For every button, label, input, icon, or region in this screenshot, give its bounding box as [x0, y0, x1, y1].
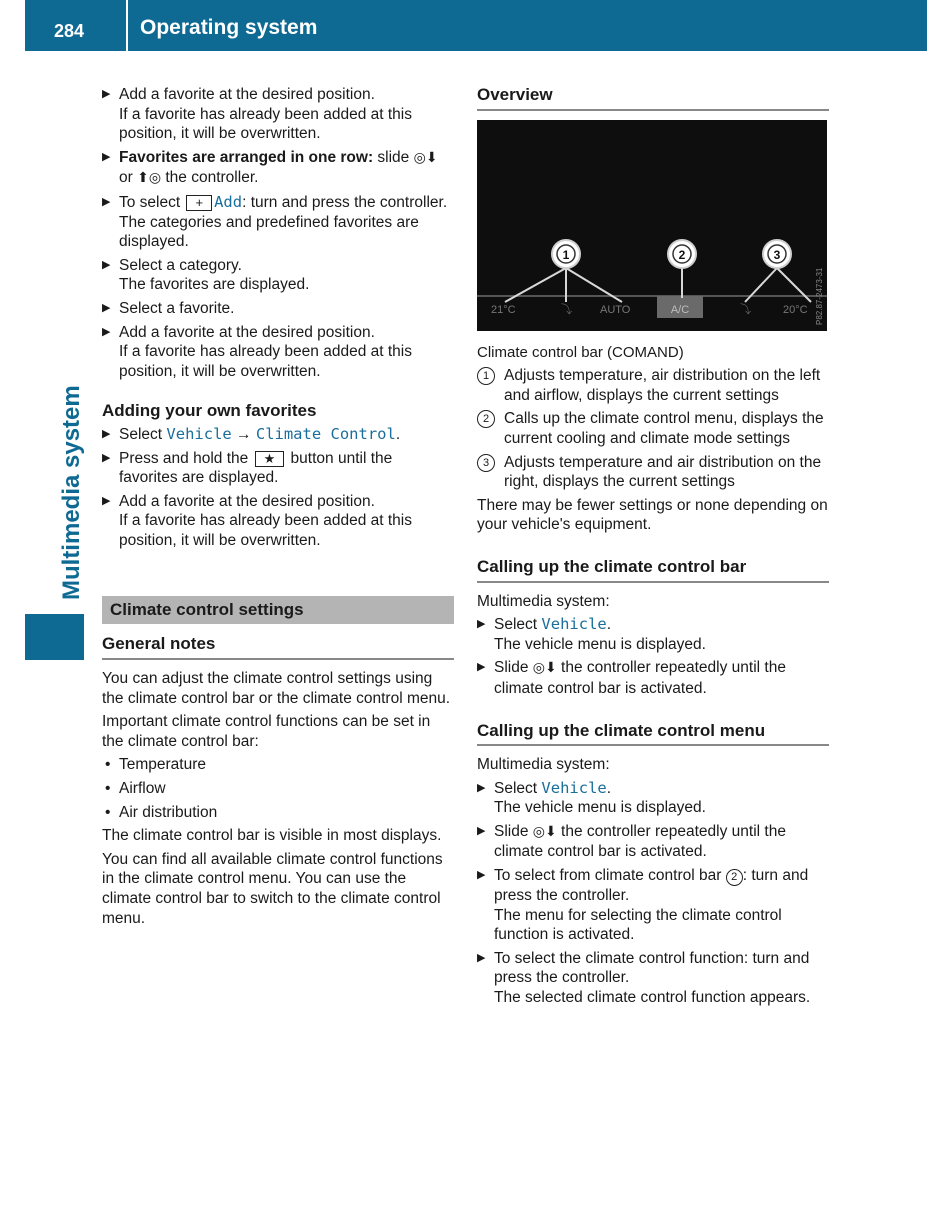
step-result: The favorites are displayed.: [119, 276, 310, 294]
step-text: the controller.: [165, 169, 259, 187]
step-bold-text: Favorites are arranged in one row:: [119, 148, 374, 166]
step: [102, 323, 454, 382]
section-heading: General notes: [102, 634, 454, 660]
step-result: If a favorite has already been added at this position, it will be overwritten.: [119, 512, 412, 549]
add-menu-item: Add: [214, 192, 243, 211]
step-text: Select: [494, 779, 538, 797]
step: [102, 449, 454, 488]
step-text: Slide: [494, 822, 529, 840]
page-header: [25, 0, 927, 51]
paragraph: The climate control bar is visible in most displays.: [102, 827, 442, 845]
section-heading: Overview: [477, 85, 829, 111]
step-result: If a favorite has already been added at this position, it will be overwritten.: [119, 343, 412, 380]
legend-text: Adjusts temperature, air distribution on the left and airflow, displays the current settings: [504, 367, 821, 404]
vehicle-menu-item: Vehicle: [541, 615, 607, 634]
step-text: Press and hold the: [119, 449, 249, 467]
step-text: the controller repeatedly until the climate control bar is activated.: [494, 822, 786, 861]
step-text: : turn and press the controller.: [494, 867, 809, 905]
ac-label: A/C: [670, 303, 690, 316]
star-icon: ★: [255, 451, 285, 467]
step: [477, 866, 829, 945]
number-badge: 1: [477, 367, 495, 385]
list-item: • Air distribution: [102, 803, 454, 823]
controller-slide-down-icon: ◎⬇: [532, 823, 557, 840]
marker-2: 2: [678, 247, 686, 262]
image-caption: Climate control bar (COMAND): [477, 343, 684, 361]
page-number: 284: [54, 21, 85, 41]
step-result: The menu for selecting the climate control function is activated.: [494, 906, 782, 944]
step-text: Select a favorite.: [119, 299, 235, 317]
number-badge: 3: [477, 454, 495, 472]
step-text: Select a category.: [119, 256, 242, 274]
step-text: slide: [377, 148, 410, 166]
legend-text: Calls up the climate control menu, displays the current cooling and climate mode settings: [504, 410, 824, 447]
header-divider: [126, 0, 128, 51]
step: [102, 299, 454, 319]
step: [102, 148, 454, 189]
step-text: To select from climate control bar: [494, 867, 722, 885]
step-text: .: [606, 779, 612, 797]
step: [102, 425, 454, 445]
paragraph: You can adjust the climate control settings using the climate control bar or the climate control menu.: [102, 670, 451, 707]
step-result: The categories and predefined favorites are displayed.: [119, 213, 419, 251]
image-code: P82.87-2473-31: [815, 267, 824, 325]
step: [102, 85, 454, 144]
legend-item: [477, 409, 829, 448]
auto-label: AUTO: [600, 303, 631, 316]
climate-bar-photo: [477, 120, 827, 331]
paragraph: Important climate control functions can be set in the climate control bar:: [102, 713, 431, 750]
left-column: [102, 85, 454, 928]
list-item: • Temperature: [102, 755, 454, 775]
step: [477, 949, 829, 1008]
side-tab-label: Multimedia system: [58, 385, 85, 600]
legend-item: [477, 453, 829, 492]
legend-text: Adjusts temperature and air distribution on the right, displays the current settings: [504, 453, 822, 491]
vehicle-menu-item: Vehicle: [166, 424, 232, 443]
marker-1: 1: [562, 247, 570, 262]
paragraph: Multimedia system:: [477, 592, 610, 610]
step-text: Slide: [494, 659, 529, 677]
chapter-title: Operating system: [140, 16, 318, 39]
step-result: The vehicle menu is displayed.: [494, 799, 706, 817]
step: [477, 658, 829, 698]
boxed-section-heading: Climate control settings: [102, 596, 454, 624]
controller-slide-down-icon: ◎⬇: [413, 149, 438, 166]
step-text: : turn and press the controller.: [242, 193, 448, 211]
number-badge: 2: [477, 410, 495, 428]
step: [477, 615, 829, 654]
step-text: or: [119, 169, 133, 187]
paragraph: You can find all available climate control functions in the climate control menu. You can use the climate control bar to switch to the climate control menu.: [102, 850, 443, 927]
step-text: Add a favorite at the desired position.: [119, 492, 375, 510]
arrow-icon: →: [236, 425, 252, 443]
side-tab-marker: [25, 614, 84, 660]
section-heading: Calling up the climate control bar: [477, 557, 829, 583]
left-temperature: 21°C: [491, 303, 516, 316]
paragraph: There may be fewer settings or none depending on your vehicle's equipment.: [477, 496, 828, 534]
step-text: .: [395, 425, 401, 443]
step-text: Add a favorite at the desired position.: [119, 86, 375, 103]
paragraph: Multimedia system:: [477, 756, 610, 774]
step-text: Select: [119, 425, 163, 443]
step-text: the controller repeatedly until the climate control bar is activated.: [494, 659, 786, 697]
section-heading: Calling up the climate control menu: [477, 721, 829, 747]
controller-slide-down-icon: ◎⬇: [532, 660, 557, 677]
step: [477, 779, 829, 818]
step-result: The selected climate control function appears.: [494, 989, 811, 1007]
step-text: To select: [119, 193, 181, 211]
list-item: • Airflow: [102, 779, 454, 799]
step: [102, 492, 454, 551]
legend-item: [477, 366, 829, 405]
step: [102, 256, 454, 295]
step-text: To select the climate control function: turn and press the controller.: [494, 949, 810, 987]
right-airflow-icon: ⤵: [740, 302, 751, 316]
section-heading: Adding your own favorites: [102, 401, 317, 421]
step-text: .: [606, 616, 612, 634]
climate-control-menu-item: Climate Control: [255, 424, 396, 443]
step: [477, 822, 829, 862]
step-text: Select: [494, 616, 538, 634]
left-airflow-icon: ⤵: [561, 302, 572, 316]
right-temperature: 20°C: [783, 303, 808, 316]
right-column: [477, 85, 829, 1008]
step: [102, 193, 454, 252]
plus-icon: +: [186, 195, 212, 211]
step-result: The vehicle menu is displayed.: [494, 635, 706, 653]
step-text: button until the favorites are displayed.: [119, 449, 393, 487]
vehicle-menu-item: Vehicle: [541, 778, 607, 797]
marker-3: 3: [773, 247, 781, 262]
number-badge: 2: [726, 869, 743, 886]
climate-bar-illustration: [477, 120, 827, 331]
step-result: If a favorite has already been added at this position, it will be overwritten.: [119, 105, 412, 143]
step-text: Add a favorite at the desired position.: [119, 323, 375, 341]
controller-slide-up-icon: ⬆◎: [137, 170, 162, 187]
